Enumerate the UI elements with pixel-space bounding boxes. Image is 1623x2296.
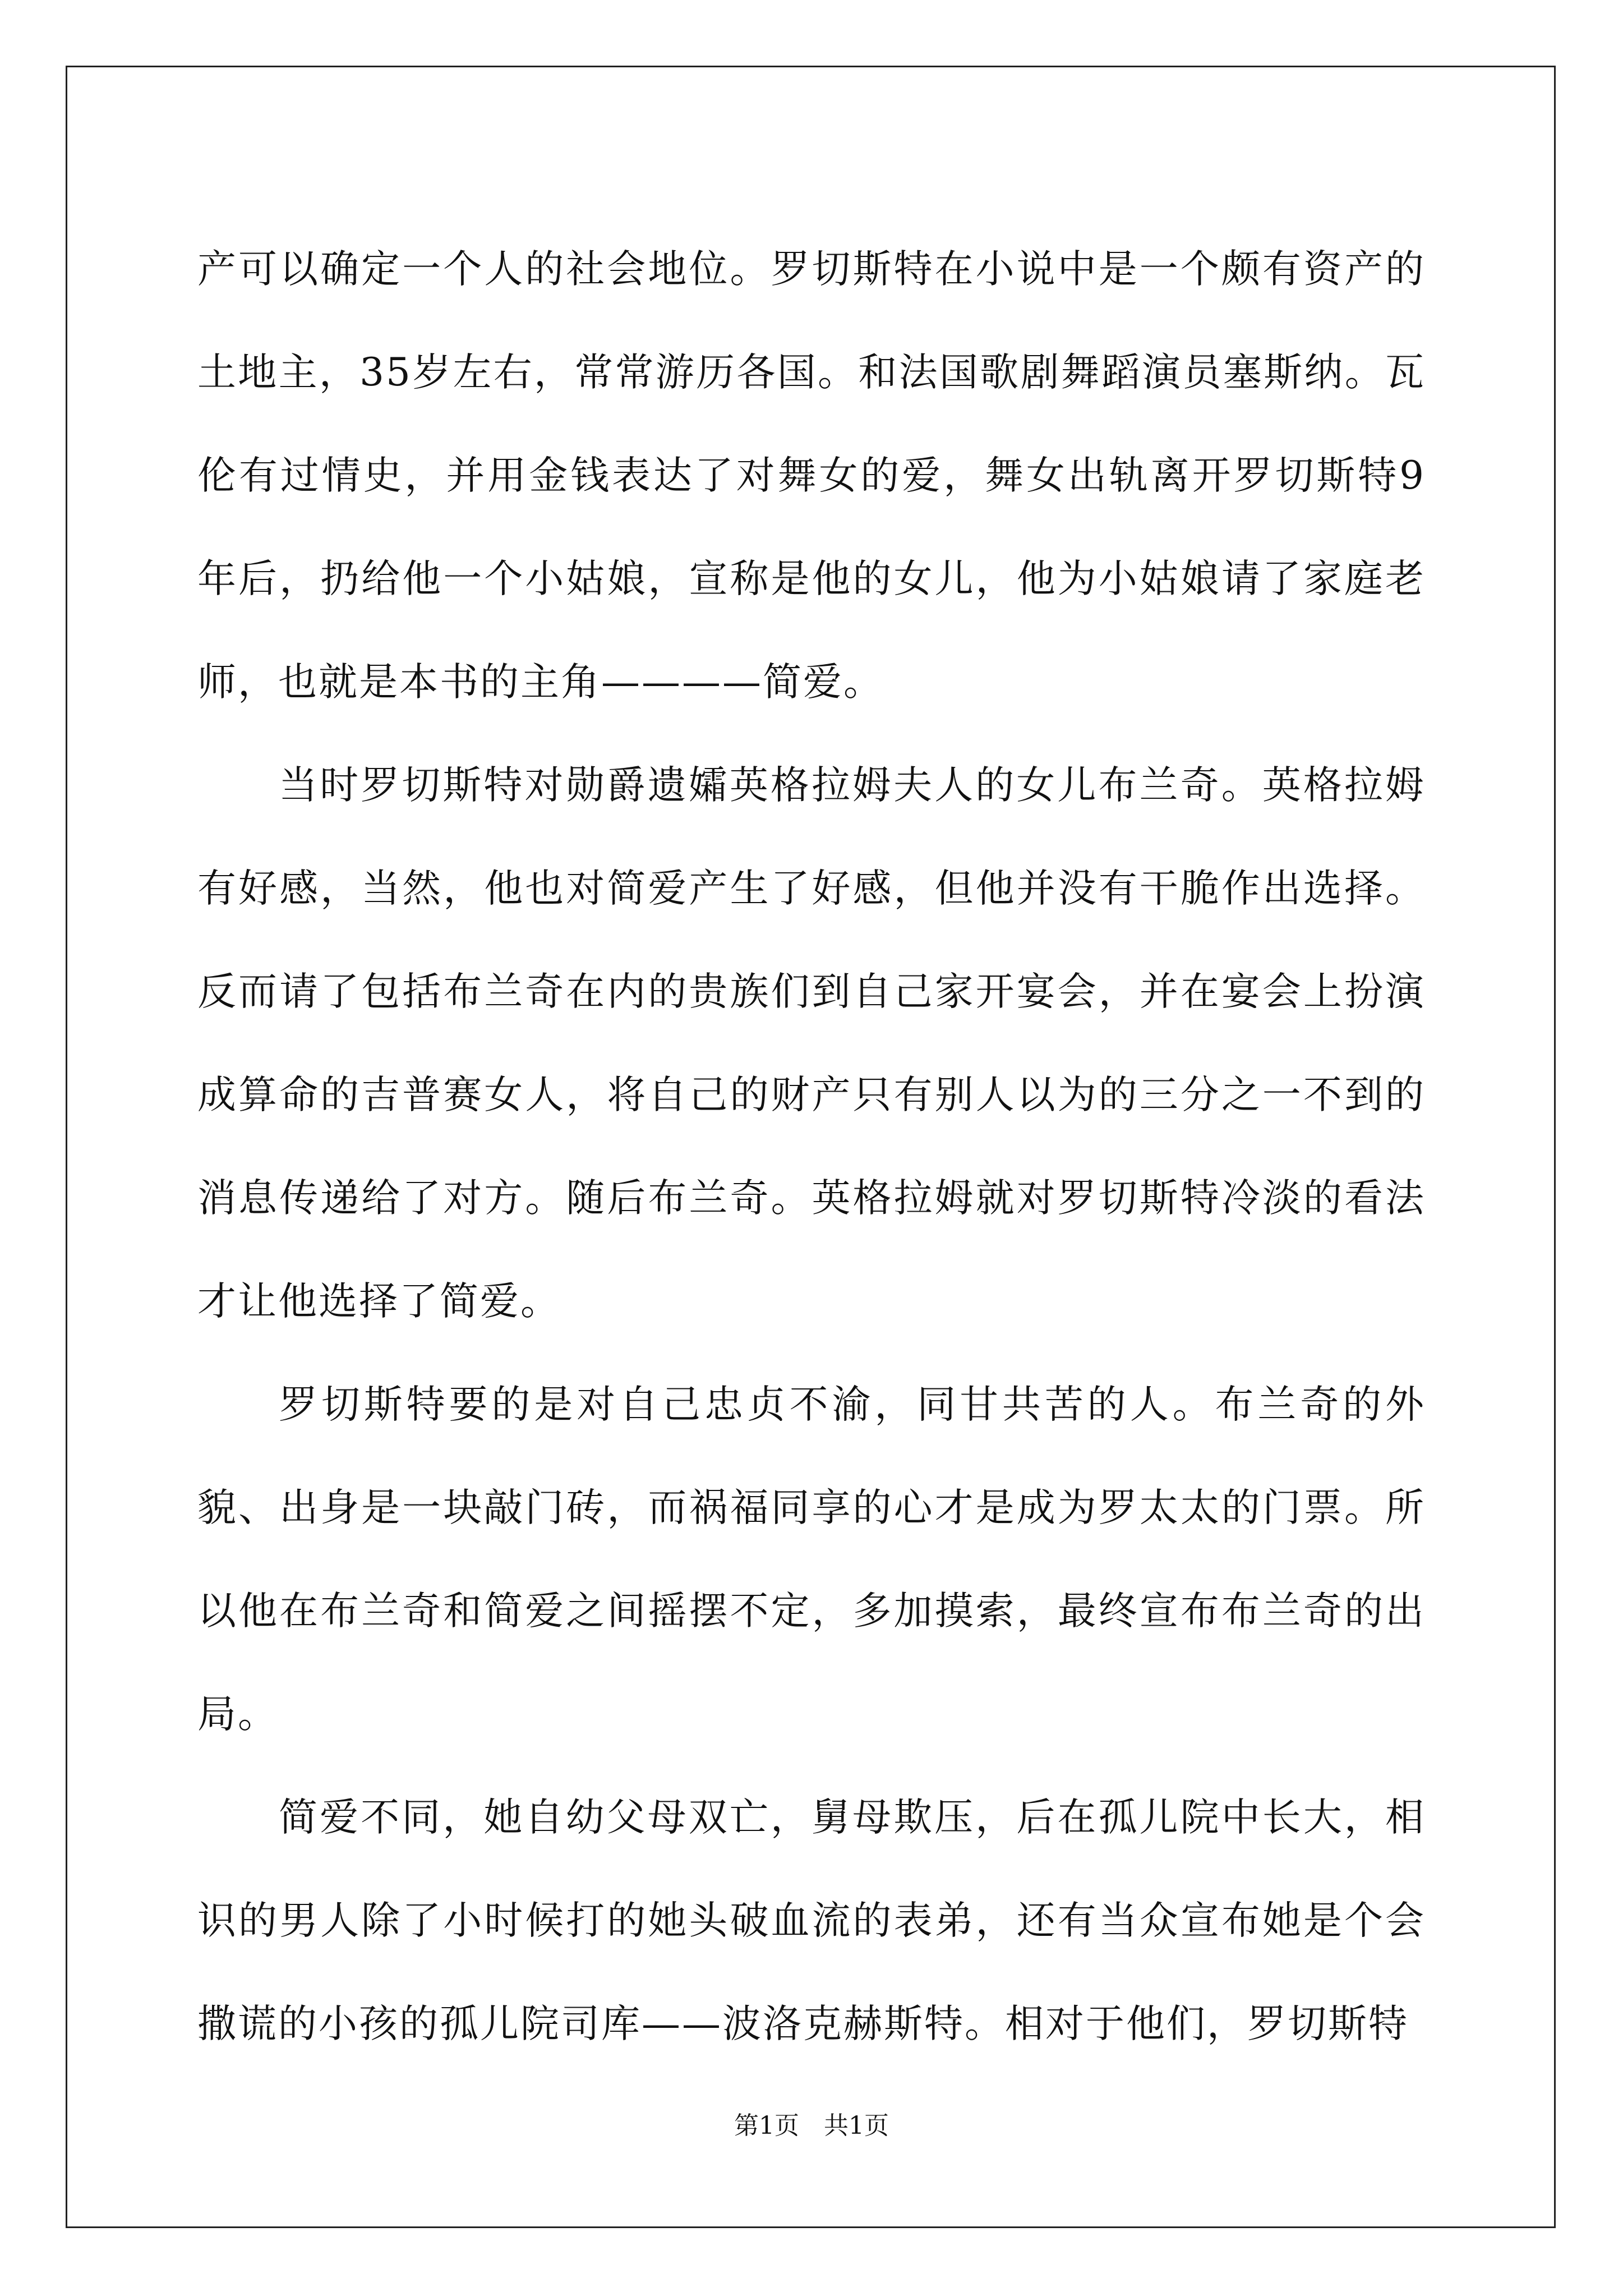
paragraph-2: 当时罗切斯特对勋爵遗孀英格拉姆夫人的女儿布兰奇。英格拉姆有好感，当然，他也对简爱产生了好感，但他并没有干脆作出选择。反而请了包括布兰奇在内的贵族们到自己家开宴会，并在宴会上扮演成算命的吉普赛女人，将自己的财产只有别人以为的三分之一不到的消息传递给了对方。随后布兰奇。英格拉姆就对罗切斯特冷淡的看法才让他选择了简爱。 — [197, 763, 1426, 1324]
document-body — [197, 218, 1426, 2076]
paragraph-3: 罗切斯特要的是对自己忠贞不渝，同甘共苦的人。布兰奇的外貌、出身是一块敲门砖，而祸福同享的心才是成为罗太太的门票。所以他在布兰奇和简爱之间摇摆不定，多加摸索，最终宣布布兰奇的出局。 — [197, 1382, 1426, 1737]
paragraph-4: 简爱不同，她自幼父母双亡，舅母欺压，后在孤儿院中长大，相识的男人除了小时候打的她头破血流的表弟，还有当众宣布她是个会撒谎的小孩的孤儿院司库——波洛克赫斯特。相对于他们，罗切斯特 — [197, 1795, 1426, 2046]
paragraph-1: 产可以确定一个人的社会地位。罗切斯特在小说中是一个颇有资产的土地主，35岁左右，常常游历各国。和法国歌剧舞蹈演员塞斯纳。瓦伦有过情史，并用金钱表达了对舞女的爱，舞女出轨离开罗切斯特9年后，扔给他一个小姑娘，宣称是他的女儿，他为小姑娘请了家庭老师，也就是本书的主角————简爱。 — [197, 247, 1426, 705]
page-footer: 第1页 共1页 — [734, 2111, 889, 2140]
